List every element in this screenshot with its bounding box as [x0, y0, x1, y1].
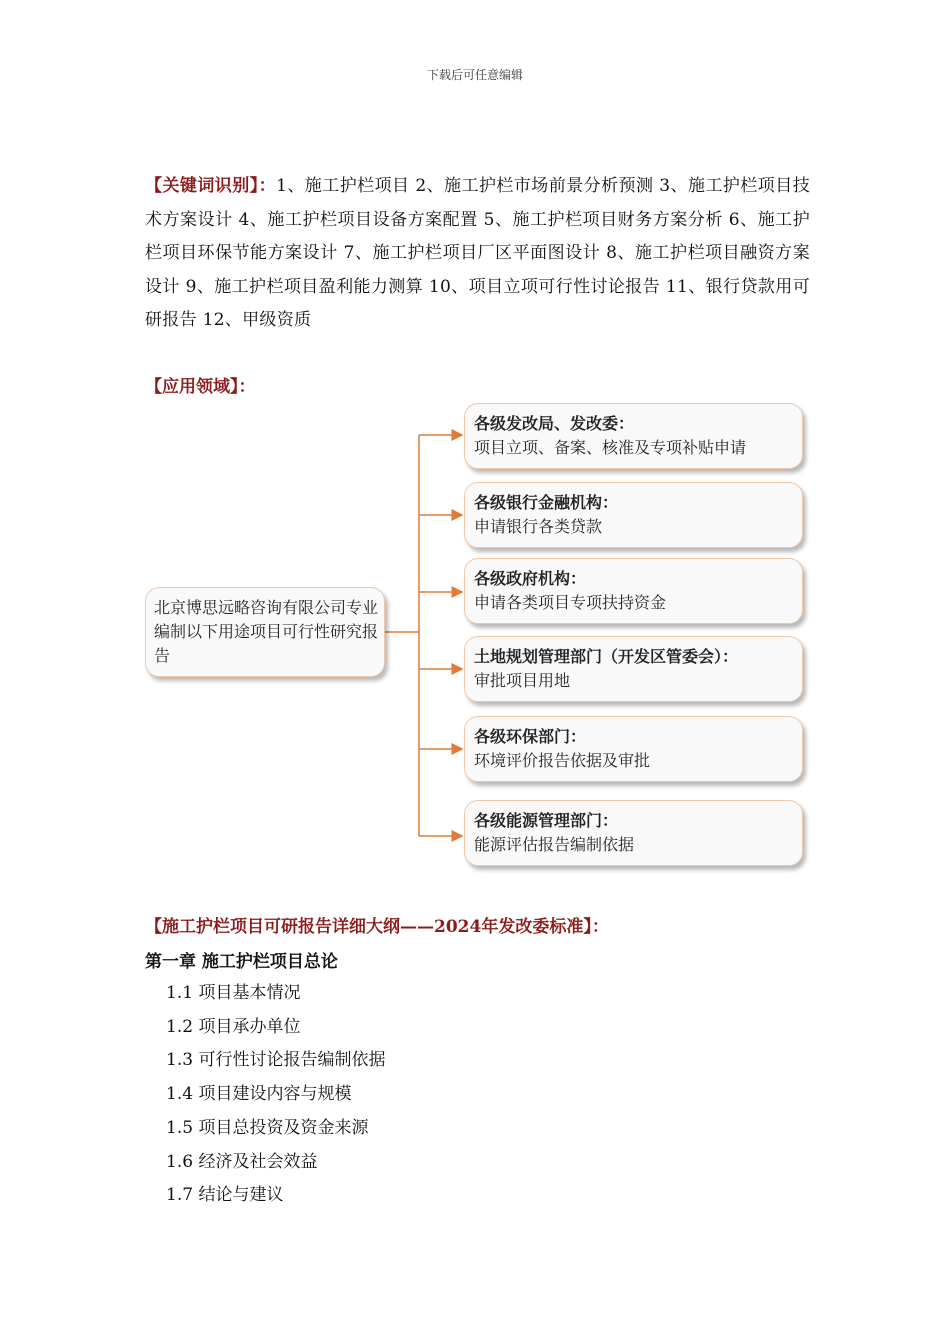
target-desc: 能源评估报告编制依据 — [474, 835, 635, 854]
target-desc: 申请各类项目专项扶持资金 — [474, 593, 667, 612]
target-box-environment — [464, 716, 803, 782]
outline-title — [145, 912, 609, 937]
toc-item: 1.5 项目总投资及资金来源 — [166, 1117, 369, 1138]
target-box-bank — [464, 482, 803, 548]
keywords-paragraph — [145, 170, 810, 338]
target-title: 土地规划管理部门（开发区管委会）： — [474, 647, 739, 666]
target-title: 各级发改局、发改委： — [474, 414, 635, 433]
application-title — [145, 372, 256, 397]
chapter-toc — [166, 977, 385, 1213]
application-diagram — [140, 400, 820, 880]
target-desc: 环境评价报告依据及审批 — [474, 751, 651, 770]
target-desc: 审批项目用地 — [474, 671, 571, 690]
toc-item: 1.2 项目承办单位 — [166, 1016, 301, 1037]
toc-item: 1.7 结论与建议 — [166, 1185, 284, 1206]
target-box-ndrc — [464, 403, 803, 469]
page-header: 下载后可任意编辑 — [426, 68, 523, 82]
keywords-body: 1、施工护栏项目 2、施工护栏市场前景分析预测 3、施工护栏项目技术方案设计 4、施工护栏项目设备方案配置 5、施工护栏项目财务方案分析 6、施工护栏项目环保节能方案设计 7、施工护栏项目厂区平面图设计 8、施工护栏项目融资方案设计 9、施工护栏项目盈利能力测算 10、项目立项可行性讨论报告 11、银行贷款用可研报告 12、甲级资质 — [145, 176, 810, 330]
target-desc: 申请银行各类贷款 — [474, 517, 603, 536]
chapter-heading: 第一章 施工护栏项目总论 — [145, 952, 338, 972]
target-title: 各级环保部门： — [474, 727, 587, 746]
toc-item: 1.4 项目建设内容与规模 — [166, 1084, 352, 1105]
application-title-text: 【应用领域】： — [145, 377, 256, 397]
target-title: 各级能源管理部门： — [474, 811, 619, 830]
target-title: 各级政府机构： — [474, 569, 587, 588]
target-box-energy — [464, 800, 803, 866]
source-company-box: 北京博思远略咨询有限公司专业编制以下用途项目可行性研究报告 — [145, 587, 385, 677]
target-box-government — [464, 558, 803, 624]
target-desc: 项目立项、备案、核准及专项补贴申请 — [474, 438, 747, 457]
target-title: 各级银行金融机构： — [474, 493, 619, 512]
toc-item: 1.6 经济及社会效益 — [166, 1151, 318, 1172]
toc-item: 1.1 项目基本情况 — [166, 983, 301, 1003]
outline-title-text: 【施工护栏项目可研报告详细大纲——2024年发改委标准】： — [145, 917, 609, 937]
toc-item: 1.3 可行性讨论报告编制依据 — [166, 1050, 386, 1071]
keywords-title: 【关键词识别】： — [145, 176, 277, 196]
target-box-land — [464, 636, 803, 702]
